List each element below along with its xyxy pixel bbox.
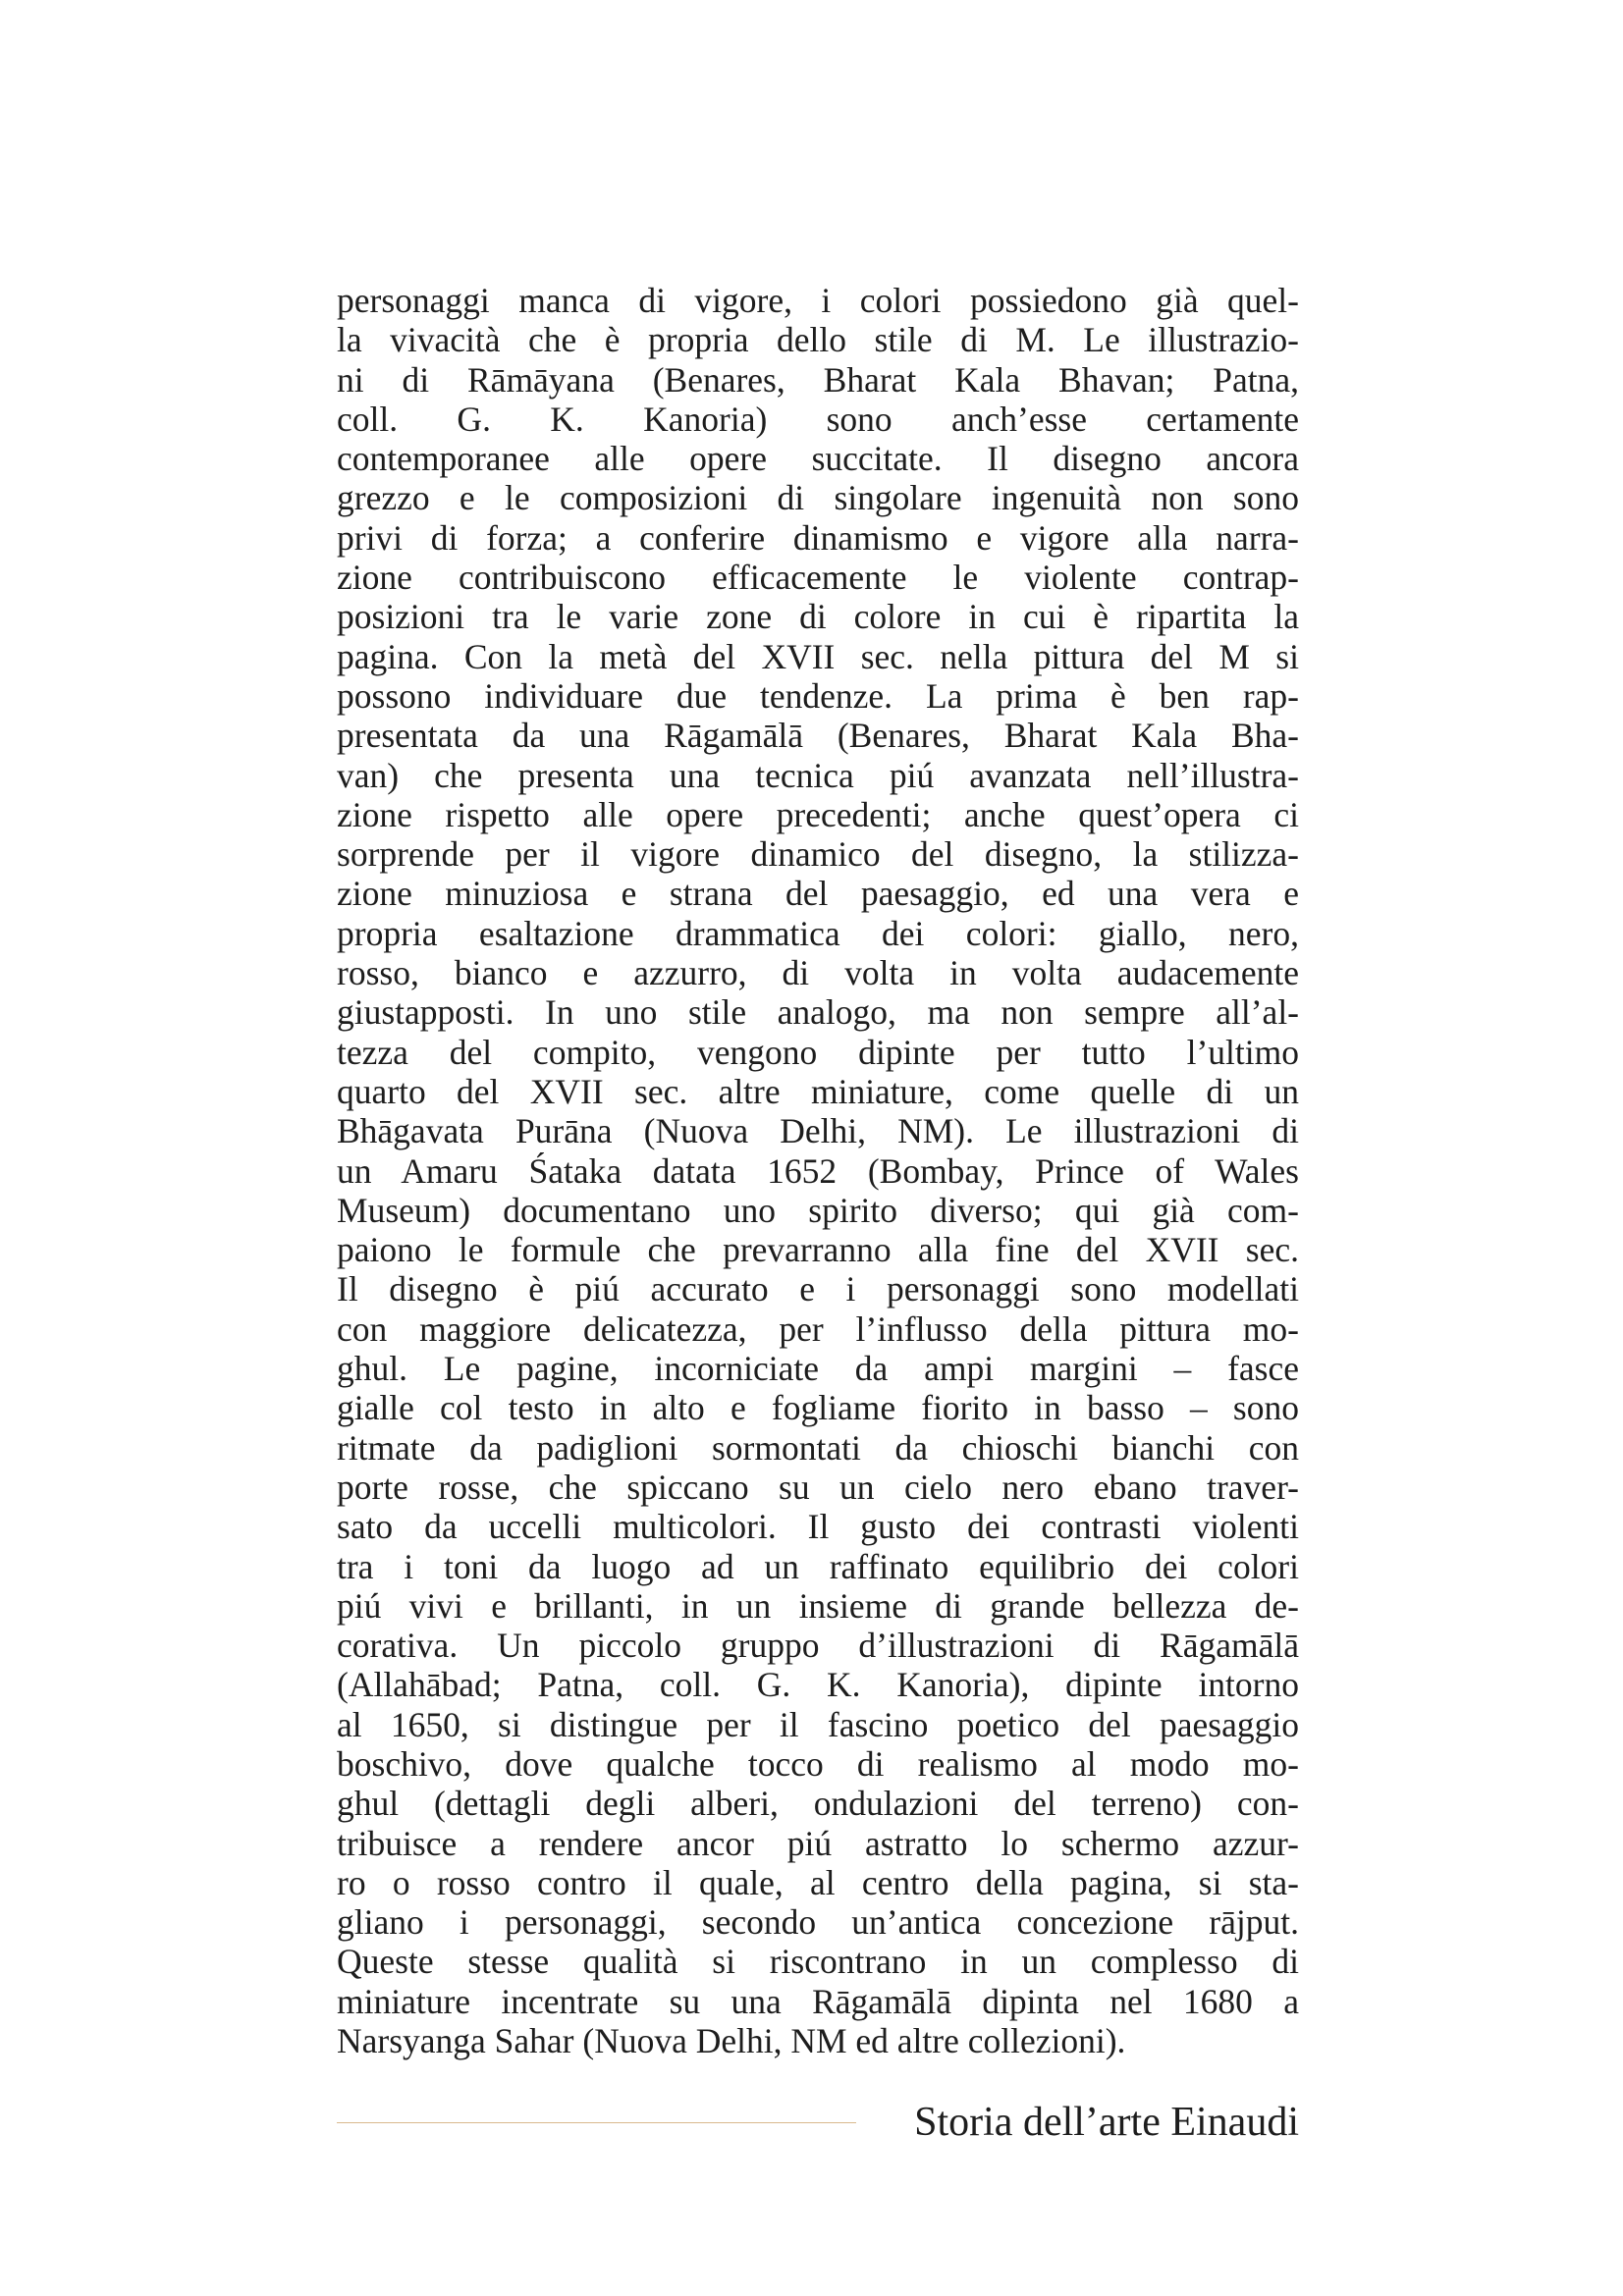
text-line: giustapposti. In uno stile analogo, ma non sempre all’al- <box>337 992 1299 1033</box>
text-line: (Allahābad; Patna, coll. G. K. Kanoria), dipinte intorno <box>337 1665 1299 1705</box>
text-line: van) che presenta una tecnica piú avanzata nell’illustra- <box>337 755 1299 795</box>
text-line: zione rispetto alle opere precedenti; anche quest’opera ci <box>337 794 1299 834</box>
text-line: personaggi manca di vigore, i colori possiedono già quel- <box>337 281 1299 320</box>
text-line: presentata da una Rāgamālā (Benares, Bharat Kala Bha- <box>337 716 1299 756</box>
text-line: paiono le formule che prevarranno alla fine del XVII sec. <box>337 1230 1299 1270</box>
footer-title: Storia dell’arte Einaudi <box>914 2100 1299 2145</box>
text-line: privi di forza; a conferire dinamismo e vigore alla narra- <box>337 517 1299 558</box>
text-line: Bhāgavata Purāna (Nuova Delhi, NM). Le illustrazioni di <box>337 1111 1299 1151</box>
text-line: grezzo e le composizioni di singolare ingenuità non sono <box>337 478 1299 518</box>
text-line: tribuisce a rendere ancor piú astratto lo schermo azzur- <box>337 1823 1299 1863</box>
text-line: un Amaru Śataka datata 1652 (Bombay, Prince of Wales <box>337 1150 1299 1191</box>
text-line: Queste stesse qualità si riscontrano in un complesso di <box>337 1942 1299 1982</box>
text-line: al 1650, si distingue per il fascino poetico del paesaggio <box>337 1704 1299 1744</box>
text-line: quarto del XVII sec. altre miniature, come quelle di un <box>337 1071 1299 1111</box>
footer-rule <box>337 2122 856 2123</box>
text-line: ro o rosso contro il quale, al centro della pagina, si sta- <box>337 1862 1299 1902</box>
text-line: Narsyanga Sahar (Nuova Delhi, NM ed altre collezioni). <box>337 2021 1126 2061</box>
body-text <box>337 281 1299 2060</box>
text-line: sorprende per il vigore dinamico del disegno, la stilizza- <box>337 834 1299 875</box>
text-line: zione minuziosa e strana del paesaggio, ed una vera e <box>337 874 1299 914</box>
text-line: ni di Rāmāyana (Benares, Bharat Kala Bhavan; Patna, <box>337 359 1299 400</box>
text-line: coll. G. K. Kanoria) sono anch’esse certamente <box>337 399 1299 439</box>
text-line: piú vivi e brillanti, in un insieme di grande bellezza de- <box>337 1585 1299 1626</box>
text-line: ghul. Le pagine, incorniciate da ampi margini – fasce <box>337 1349 1299 1389</box>
text-line: contemporanee alle opere succitate. Il disegno ancora <box>337 439 1299 479</box>
text-line: gliano i personaggi, secondo un’antica concezione rājput. <box>337 1902 1299 1943</box>
text-line: posizioni tra le varie zone di colore in cui è ripartita la <box>337 597 1299 637</box>
text-line: Il disegno è piú accurato e i personaggi sono modellati <box>337 1269 1299 1309</box>
text-line: porte rosse, che spiccano su un cielo nero ebano traver- <box>337 1467 1299 1507</box>
text-line: pagina. Con la metà del XVII sec. nella pittura del M si <box>337 636 1299 676</box>
text-line: ritmate da padiglioni sormontati da chioschi bianchi con <box>337 1427 1299 1468</box>
text-line: ghul (dettagli degli alberi, ondulazioni del terreno) con- <box>337 1784 1299 1824</box>
text-line: propria esaltazione drammatica dei colori: giallo, nero, <box>337 913 1299 953</box>
text-line: gialle col testo in alto e fogliame fiorito in basso – sono <box>337 1388 1299 1428</box>
text-line: zione contribuiscono efficacemente le violente contrap- <box>337 558 1299 598</box>
text-line: boschivo, dove qualche tocco di realismo al modo mo- <box>337 1743 1299 1784</box>
text-line: corativa. Un piccolo gruppo d’illustrazioni di Rāgamālā <box>337 1626 1299 1666</box>
text-line: possono individuare due tendenze. La prima è ben rap- <box>337 675 1299 716</box>
text-line: sato da uccelli multicolori. Il gusto dei contrasti violenti <box>337 1507 1299 1547</box>
text-line: la vivacità che è propria dello stile di M. Le illustrazio- <box>337 320 1299 360</box>
text-line: con maggiore delicatezza, per l’influsso della pittura mo- <box>337 1308 1299 1349</box>
text-line: Museum) documentano uno spirito diverso; qui già com- <box>337 1190 1299 1230</box>
text-line: tezza del compito, vengono dipinte per tutto l’ultimo <box>337 1032 1299 1072</box>
text-line: tra i toni da luogo ad un raffinato equilibrio dei colori <box>337 1546 1299 1586</box>
text-line: rosso, bianco e azzurro, di volta in volta audacemente <box>337 953 1299 993</box>
text-line: miniature incentrate su una Rāgamālā dipinta nel 1680 a <box>337 1981 1299 2021</box>
